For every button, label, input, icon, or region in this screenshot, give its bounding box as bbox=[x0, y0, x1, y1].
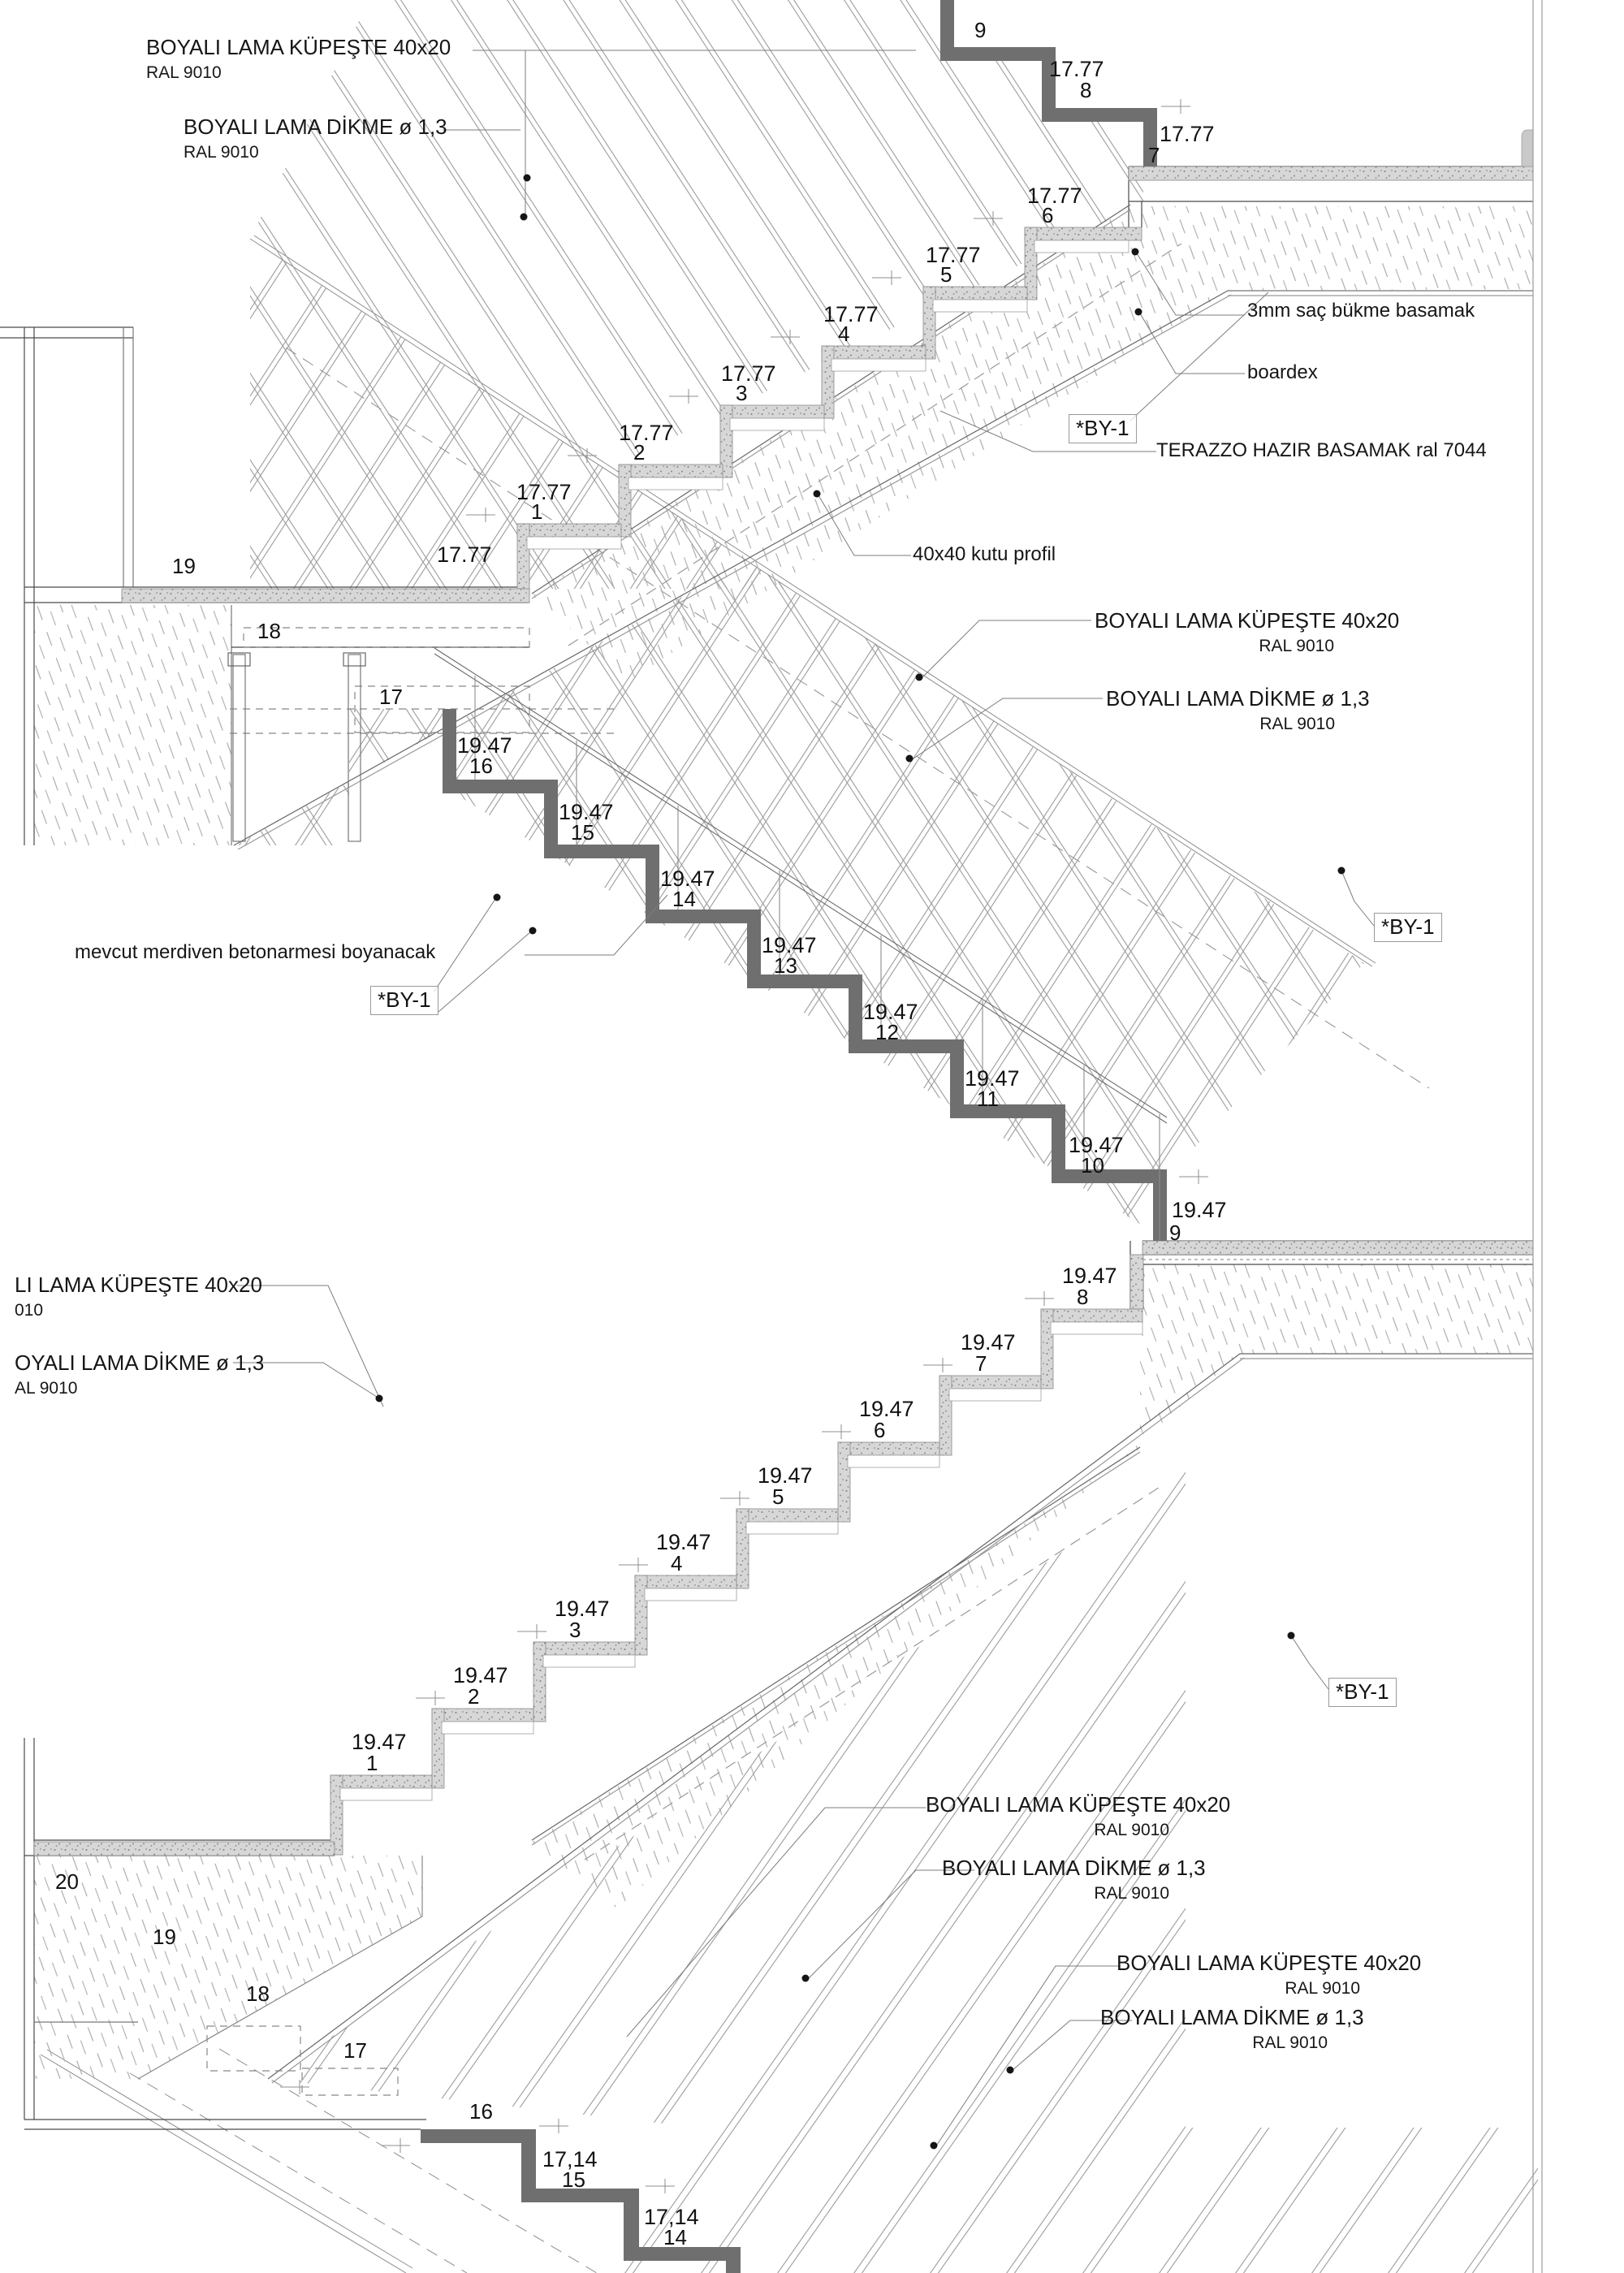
step-number: 5 bbox=[940, 262, 952, 287]
riser-dimension: 17,14 bbox=[542, 2147, 598, 2171]
wall-hatch-regions bbox=[34, 0, 1538, 2273]
step-number: 16 bbox=[469, 2099, 493, 2124]
step-number: 3 bbox=[736, 381, 748, 405]
annotation-sub: RAL 9010 bbox=[1094, 1821, 1169, 1840]
annotation-kupeste-mid bbox=[1095, 608, 1400, 656]
annotation-sub: RAL 9010 bbox=[1252, 2033, 1328, 2053]
annotation-dikme-bot1 bbox=[942, 1856, 1206, 1904]
annotation-title: BOYALI LAMA KÜPEŞTE 40x20 bbox=[1095, 608, 1400, 633]
riser-dimension: 17.77 bbox=[516, 480, 572, 504]
riser-dimension: 19.47 bbox=[453, 1663, 508, 1687]
annotation-kupeste-top bbox=[146, 36, 451, 83]
annotation-title: BOYALI LAMA DİKME ø 1,3 bbox=[1100, 2005, 1364, 2029]
riser-dimension: 19.47 bbox=[1172, 1198, 1227, 1222]
annotation-title: OYALI LAMA DİKME ø 1,3 bbox=[15, 1350, 265, 1375]
riser-dimension: 19.47 bbox=[859, 1397, 914, 1421]
step-number: 11 bbox=[977, 1087, 999, 1111]
riser-dimension: 17.77 bbox=[1160, 122, 1215, 146]
annotation-dikme-bot2 bbox=[1100, 2005, 1364, 2053]
riser-dimension: 19.47 bbox=[1062, 1264, 1117, 1288]
annotation-dikme-top bbox=[184, 115, 447, 162]
riser-dimension: 17.77 bbox=[437, 542, 492, 567]
by1-tag-bottom: *BY-1 bbox=[1328, 1678, 1397, 1707]
riser-dimension: 17.77 bbox=[619, 421, 674, 445]
step-number: 2 bbox=[468, 1684, 480, 1709]
step-number: 1 bbox=[531, 499, 543, 524]
annotation-dikme-mid bbox=[1106, 686, 1370, 734]
step-number: 7 bbox=[1148, 143, 1160, 167]
annotation-kupeste-bot2 bbox=[1116, 1951, 1422, 1999]
riser-dimension: 19.47 bbox=[1069, 1133, 1124, 1157]
riser-dimension: 19.47 bbox=[965, 1066, 1020, 1091]
annotation-kupeste-bot1 bbox=[926, 1792, 1231, 1840]
step-number: 17 bbox=[379, 685, 403, 709]
step-number: 6 bbox=[874, 1418, 886, 1442]
step-number: 9 bbox=[974, 18, 987, 42]
step-number: 5 bbox=[772, 1484, 784, 1509]
step-number: 6 bbox=[1042, 203, 1054, 227]
riser-dimension: 19.47 bbox=[758, 1463, 813, 1488]
annotation-sub: RAL 9010 bbox=[184, 143, 259, 162]
step-number: 20 bbox=[55, 1869, 79, 1894]
step-number: 8 bbox=[1080, 78, 1092, 102]
riser-dimension: 19.47 bbox=[656, 1530, 711, 1554]
riser-dimension: 17.77 bbox=[823, 302, 879, 326]
step-number: 19 bbox=[153, 1925, 176, 1949]
annotation-mevcut: mevcut merdiven betonarmesi boyanacak bbox=[75, 941, 436, 963]
by1-tag-top: *BY-1 bbox=[1069, 414, 1137, 443]
annotation-terazzo: TERAZZO HAZIR BASAMAK ral 7044 bbox=[1156, 439, 1487, 461]
riser-dimension: 17.77 bbox=[721, 361, 776, 386]
step-number: 9 bbox=[1169, 1221, 1181, 1245]
annotation-title: BOYALI LAMA KÜPEŞTE 40x20 bbox=[926, 1792, 1231, 1817]
riser-dimension: 19.47 bbox=[863, 1000, 918, 1024]
annotation-title: BOYALI LAMA KÜPEŞTE 40x20 bbox=[146, 35, 451, 59]
step-number: 14 bbox=[672, 887, 696, 911]
annotation-sub: RAL 9010 bbox=[1259, 715, 1335, 734]
annotation-sub: RAL 9010 bbox=[1285, 1979, 1360, 1999]
step-number: 12 bbox=[875, 1020, 899, 1044]
riser-dimension: 17.77 bbox=[1049, 57, 1104, 81]
step-number: 8 bbox=[1077, 1285, 1089, 1309]
annotation-title: BOYALI LAMA DİKME ø 1,3 bbox=[1106, 686, 1370, 711]
by1-tag-mid-left: *BY-1 bbox=[370, 986, 438, 1015]
riser-dimension: 19.47 bbox=[352, 1730, 407, 1754]
riser-dimension: 19.47 bbox=[559, 800, 614, 824]
step-number: 7 bbox=[975, 1351, 987, 1376]
step-number: 3 bbox=[569, 1618, 581, 1642]
annotation-sub: RAL 9010 bbox=[1259, 637, 1334, 656]
step-number: 14 bbox=[663, 2225, 687, 2249]
step-number: 15 bbox=[571, 820, 594, 845]
step-number: 10 bbox=[1081, 1153, 1104, 1178]
annotation-title: LI LAMA KÜPEŞTE 40x20 bbox=[15, 1273, 262, 1297]
annotation-kupeste-left-cut bbox=[15, 1273, 262, 1320]
annotation-sub: 010 bbox=[15, 1301, 44, 1320]
annotation-title: BOYALI LAMA KÜPEŞTE 40x20 bbox=[1116, 1951, 1422, 1975]
riser-dimension: 19.47 bbox=[762, 933, 817, 957]
step-number: 19 bbox=[172, 554, 196, 578]
annotation-sub: RAL 9010 bbox=[146, 63, 222, 83]
riser-dimension: 19.47 bbox=[555, 1597, 610, 1621]
step-number: 4 bbox=[838, 322, 850, 346]
annotation-sub: RAL 9010 bbox=[1094, 1884, 1169, 1904]
riser-dimension: 19.47 bbox=[457, 733, 512, 758]
annotation-sac: 3mm saç bükme basamak bbox=[1247, 300, 1475, 322]
sheet-border bbox=[1533, 0, 1542, 2273]
riser-dimension: 17,14 bbox=[644, 2205, 699, 2229]
step-number: 4 bbox=[671, 1551, 683, 1575]
step-number: 18 bbox=[246, 1981, 270, 2006]
riser-dimension: 17.77 bbox=[1027, 184, 1082, 208]
slab-edge-curb bbox=[1522, 130, 1533, 166]
step-number: 13 bbox=[774, 953, 797, 978]
annotation-title: BOYALI LAMA DİKME ø 1,3 bbox=[184, 115, 447, 139]
riser-dimension: 19.47 bbox=[660, 866, 715, 891]
step-number: 2 bbox=[633, 440, 646, 465]
step-number: 17 bbox=[343, 2038, 367, 2063]
annotation-sub: AL 9010 bbox=[15, 1379, 78, 1398]
step-number: 1 bbox=[366, 1751, 378, 1775]
step-number: 15 bbox=[562, 2167, 585, 2192]
by1-tag-mid-right: *BY-1 bbox=[1374, 913, 1442, 942]
annotation-title: BOYALI LAMA DİKME ø 1,3 bbox=[942, 1856, 1206, 1880]
step-number: 16 bbox=[469, 754, 493, 778]
annotation-boardex: boardex bbox=[1247, 361, 1318, 383]
annotation-kutu-profil: 40x40 kutu profil bbox=[913, 543, 1056, 565]
riser-dimension: 17.77 bbox=[926, 243, 981, 267]
step-number: 18 bbox=[257, 619, 281, 643]
riser-dimension: 19.47 bbox=[961, 1330, 1016, 1355]
annotation-dikme-left-cut bbox=[15, 1351, 264, 1398]
